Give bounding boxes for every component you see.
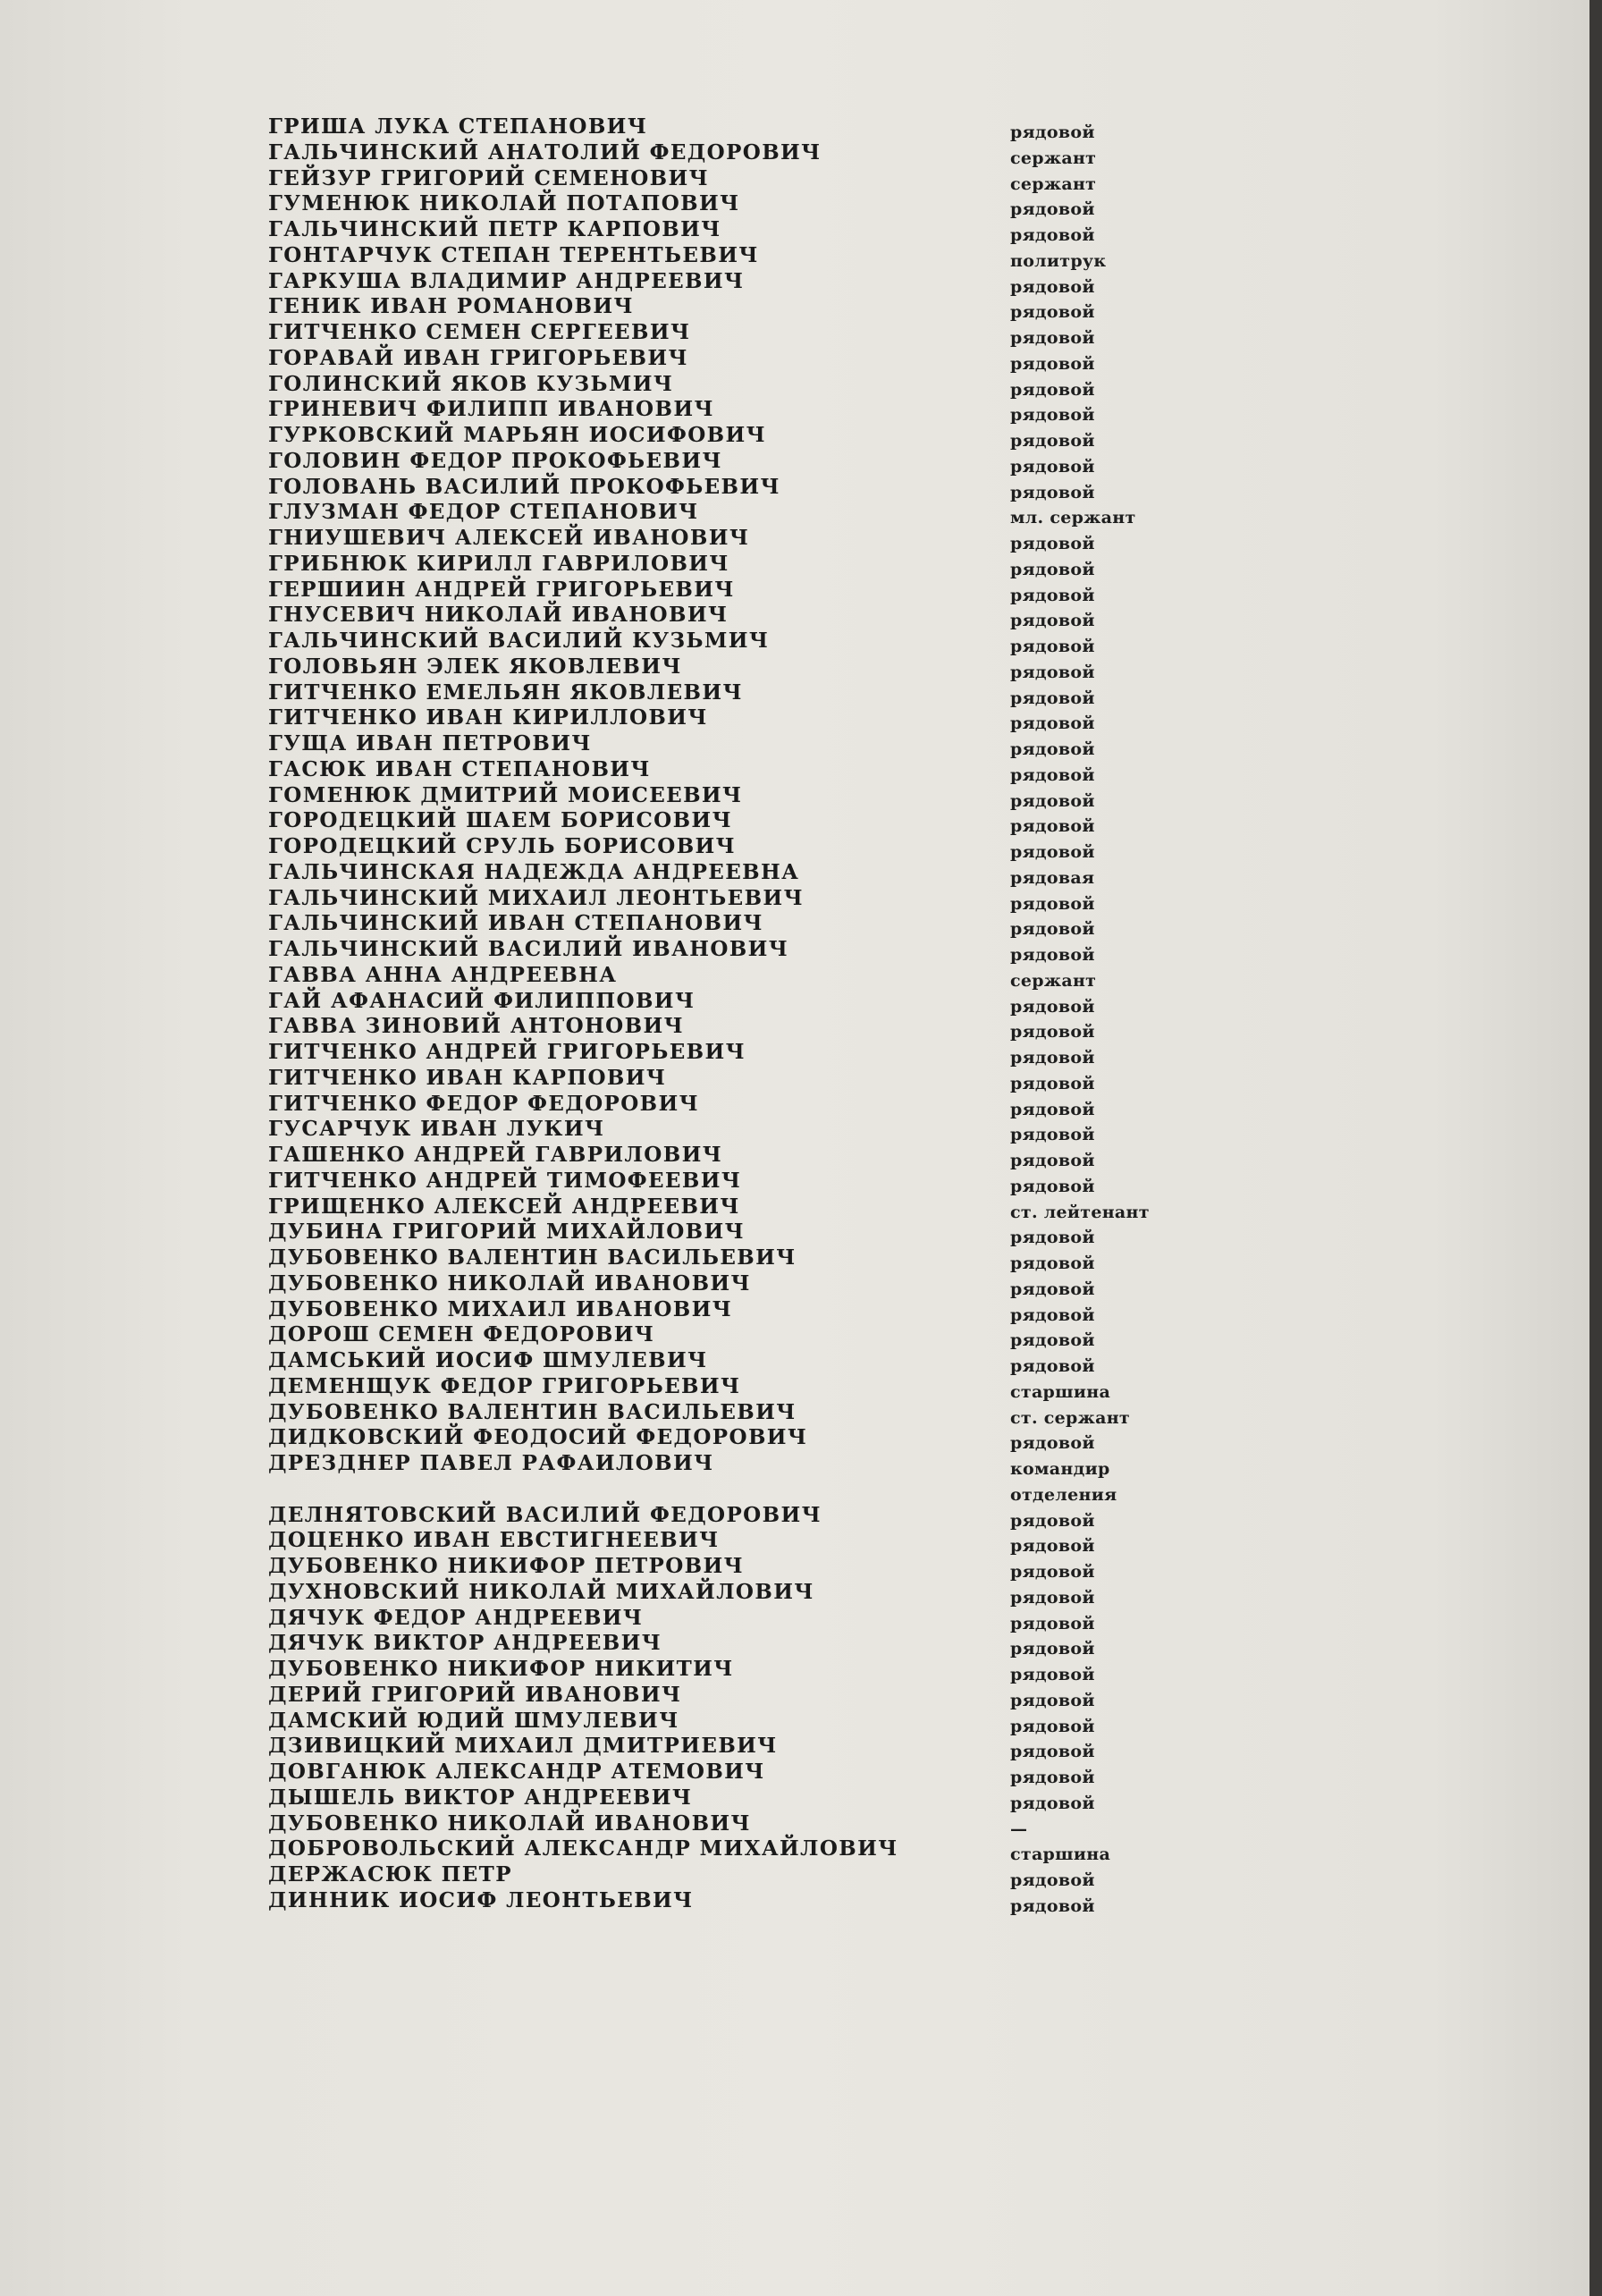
roster-row — [268, 1194, 1207, 1220]
soldier-rank: рядовой — [1010, 688, 1095, 708]
soldier-rank: рядовой — [1010, 996, 1095, 1017]
soldier-name: ГАШЕНКО АНДРЕЙ ГАВРИЛОВИЧ — [268, 1143, 723, 1167]
roster-row — [268, 1143, 1207, 1169]
soldier-rank: рядовой — [1010, 842, 1095, 862]
soldier-rank: рядовой — [1010, 585, 1095, 605]
roster-row — [268, 834, 1207, 860]
soldier-name: ГНИУШЕВИЧ АЛЕКСЕЙ ИВАНОВИЧ — [268, 526, 750, 550]
soldier-name: ГОЛОВИН ФЕДОР ПРОКОФЬЕВИЧ — [268, 448, 722, 473]
roster-row — [268, 140, 1207, 166]
roster-row — [268, 578, 1207, 604]
soldier-rank: рядовой — [1010, 1151, 1095, 1170]
soldier-rank: рядовой — [1010, 199, 1095, 220]
roster-row — [268, 680, 1207, 706]
roster-row — [268, 783, 1207, 809]
roster-row — [268, 1477, 1207, 1503]
roster-row — [268, 1785, 1207, 1811]
roster-row — [268, 1374, 1207, 1400]
soldier-name: ДУБОВЕНКО НИКОЛАЙ ИВАНОВИЧ — [268, 1270, 751, 1296]
roster-row — [268, 372, 1207, 398]
roster-row — [268, 1040, 1207, 1066]
roster-row — [268, 705, 1207, 734]
roster-row — [268, 114, 1207, 140]
soldier-name: ДАМСЬКИЙ ИОСИФ ШМУЛЕВИЧ — [268, 1348, 708, 1372]
soldier-rank: рядовой — [1010, 276, 1095, 297]
soldier-rank: рядовой — [1010, 431, 1095, 451]
roster-row — [268, 1657, 1207, 1683]
soldier-name: ГУРКОВСКИЙ МАРЬЯН ИОСИФОВИЧ — [268, 423, 767, 447]
soldier-rank: рядовой — [1010, 482, 1095, 502]
soldier-name: ДОВГАНЮК АЛЕКСАНДР АТЕМОВИЧ — [268, 1760, 765, 1784]
soldier-rank: рядовой — [1010, 1330, 1095, 1351]
soldier-name: ГЕНИК ИВАН РОМАНОВИЧ — [268, 294, 634, 319]
soldier-name: ДЫШЕЛЬ ВИКТОР АНДРЕЕВИЧ — [268, 1785, 693, 1810]
soldier-name: ГАЛЬЧИНСКИЙ МИХАИЛ ЛЕОНТЬЕВИЧ — [268, 885, 804, 910]
soldier-roster — [268, 114, 1207, 1914]
soldier-rank: мл. сержант — [1010, 508, 1136, 528]
soldier-name: ДЯЧУК ФЕДОР АНДРЕЕВИЧ — [268, 1605, 644, 1630]
soldier-name: ГУЩА ИВАН ПЕТРОВИЧ — [268, 731, 592, 755]
soldier-name: ДОБРОВОЛЬСКИЙ АЛЕКСАНДР МИХАЙЛОВИЧ — [268, 1836, 898, 1861]
soldier-rank: рядовой — [1010, 1870, 1095, 1890]
soldier-name: ГРИБНЮК КИРИЛЛ ГАВРИЛОВИЧ — [268, 551, 729, 576]
soldier-rank: ст. сержант — [1010, 1407, 1130, 1428]
soldier-name: ГИТЧЕНКО ФЕДОР ФЕДОРОВИЧ — [268, 1091, 700, 1116]
soldier-name: ДРЕЗДНЕР ПАВЕЛ РАФАИЛОВИЧ — [268, 1451, 714, 1475]
soldier-rank: рядовой — [1010, 1613, 1095, 1633]
soldier-rank: рядовой — [1010, 353, 1095, 374]
soldier-name: ГАЛЬЧИНСКИЙ ВАСИЛИЙ КУЗЬМИЧ — [268, 629, 770, 653]
roster-row — [268, 1580, 1207, 1606]
roster-row — [268, 1554, 1207, 1580]
soldier-rank: рядовой — [1010, 1356, 1095, 1376]
soldier-rank: рядовой — [1010, 456, 1095, 477]
soldier-rank: старшина — [1010, 1844, 1111, 1865]
soldier-name: ГОЛОВЬЯН ЭЛЕК ЯКОВЛЕВИЧ — [268, 654, 682, 679]
soldier-name: ГАВВА АННА АНДРЕЕВНА — [268, 962, 618, 987]
soldier-name: ГАЛЬЧИНСКАЯ НАДЕЖДА АНДРЕЕВНА — [268, 859, 800, 884]
soldier-name: ГОЛИНСКИЙ ЯКОВ КУЗЬМИЧ — [268, 371, 674, 396]
roster-row — [268, 731, 1207, 757]
roster-row — [268, 1322, 1207, 1351]
soldier-name: ДОЦЕНКО ИВАН ЕВСТИГНЕЕВИЧ — [268, 1528, 720, 1553]
roster-row — [268, 449, 1207, 475]
roster-row — [268, 500, 1207, 526]
roster-row — [268, 1014, 1207, 1040]
soldier-rank: рядовой — [1010, 328, 1095, 348]
soldier-name: ДЕРИЙ ГРИГОРИЙ ИВАНОВИЧ — [268, 1682, 682, 1707]
soldier-name: ГАЛЬЧИНСКИЙ ВАСИЛИЙ ИВАНОВИЧ — [268, 937, 789, 961]
soldier-name: ДЕРЖАСЮК ПЕТР — [268, 1862, 512, 1887]
soldier-name: ГОНТАРЧУК СТЕПАН ТЕРЕНТЬЕВИЧ — [268, 242, 759, 267]
roster-row — [268, 320, 1207, 346]
soldier-rank: рядовой — [1010, 713, 1095, 734]
soldier-name: ГОРОДЕЦКИЙ ШАЕМ БОРИСОВИЧ — [268, 808, 732, 833]
roster-row — [268, 294, 1207, 323]
soldier-rank: рядовой — [1010, 1279, 1095, 1299]
roster-row — [268, 963, 1207, 989]
soldier-name: ГАРКУША ВЛАДИМИР АНДРЕЕВИЧ — [268, 268, 745, 293]
soldier-name: ДИННИК ИОСИФ ЛЕОНТЬЕВИЧ — [268, 1887, 694, 1912]
soldier-rank: рядовой — [1010, 816, 1095, 837]
soldier-rank: рядовой — [1010, 1228, 1095, 1248]
soldier-rank: рядовая — [1010, 867, 1095, 888]
soldier-name: ДУБИНА ГРИГОРИЙ МИХАЙЛОВИЧ — [268, 1220, 745, 1245]
soldier-rank: рядовой — [1010, 1587, 1095, 1608]
soldier-name: ГУМЕНЮК НИКОЛАЙ ПОТАПОВИЧ — [268, 191, 740, 216]
soldier-rank: рядовой — [1010, 405, 1095, 426]
soldier-name: ГИТЧЕНКО СЕМЕН СЕРГЕЕВИЧ — [268, 320, 691, 344]
roster-row — [268, 1862, 1207, 1888]
soldier-name: ГЕРШИИН АНДРЕЙ ГРИГОРЬЕВИЧ — [268, 577, 735, 602]
soldier-name: ГИТЧЕНКО АНДРЕЙ ГРИГОРЬЕВИЧ — [268, 1040, 746, 1064]
roster-row — [268, 1811, 1207, 1837]
soldier-rank: рядовой — [1010, 1895, 1095, 1916]
soldier-name: ГАЛЬЧИНСКИЙ АНАТОЛИЙ ФЕДОРОВИЧ — [268, 139, 822, 165]
soldier-name: ГОРОДЕЦКИЙ СРУЛЬ БОРИСОВИЧ — [268, 834, 737, 858]
soldier-rank: рядовой — [1010, 1665, 1095, 1684]
soldier-name: ГИТЧЕНКО ИВАН КАРПОВИЧ — [268, 1065, 667, 1090]
roster-row — [268, 1683, 1207, 1709]
roster-row — [268, 1092, 1207, 1118]
soldier-rank: рядовой — [1010, 1433, 1095, 1454]
soldier-name: ГЛУЗМАН ФЕДОР СТЕПАНОВИЧ — [268, 500, 699, 525]
soldier-rank: рядовой — [1010, 1639, 1095, 1659]
soldier-name: ДОРОШ СЕМЕН ФЕДОРОВИЧ — [268, 1322, 655, 1347]
soldier-rank: рядовой — [1010, 945, 1095, 965]
soldier-rank: ст. лейтенант — [1010, 1202, 1150, 1222]
soldier-rank: рядовой — [1010, 534, 1095, 553]
roster-row — [268, 1503, 1207, 1529]
soldier-rank: сержант — [1010, 173, 1097, 194]
roster-row — [268, 1271, 1207, 1297]
soldier-rank: рядовой — [1010, 662, 1095, 682]
roster-row — [268, 1348, 1207, 1374]
soldier-name: ГАЛЬЧИНСКИЙ ИВАН СТЕПАНОВИЧ — [268, 911, 763, 936]
roster-row — [268, 989, 1207, 1015]
soldier-name: ГРИНЕВИЧ ФИЛИПП ИВАНОВИЧ — [268, 397, 714, 422]
roster-row — [268, 346, 1207, 372]
roster-row — [268, 808, 1207, 837]
soldier-name: ДУБОВЕНКО ВАЛЕНТИН ВАСИЛЬЕВИЧ — [268, 1399, 797, 1424]
soldier-name: ДУБОВЕНКО НИКОЛАЙ ИВАНОВИЧ — [268, 1811, 751, 1836]
roster-row — [268, 552, 1207, 578]
soldier-rank: рядовой — [1010, 739, 1095, 759]
soldier-name: ГУСАРЧУК ИВАН ЛУКИЧ — [268, 1117, 605, 1142]
roster-row — [268, 629, 1207, 654]
soldier-name: ГРИЩЕНКО АЛЕКСЕЙ АНДРЕЕВИЧ — [268, 1194, 740, 1219]
soldier-rank: рядовой — [1010, 893, 1095, 914]
soldier-name: ДУБОВЕНКО ВАЛЕНТИН ВАСИЛЬЕВИЧ — [268, 1245, 797, 1270]
roster-row — [268, 1451, 1207, 1477]
soldier-rank: рядовой — [1010, 302, 1095, 323]
soldier-rank: рядовой — [1010, 1562, 1095, 1582]
soldier-name: ДЗИВИЦКИЙ МИХАИЛ ДМИТРИЕВИЧ — [268, 1734, 778, 1759]
soldier-rank: рядовой — [1010, 611, 1095, 631]
roster-row — [268, 1245, 1207, 1271]
soldier-rank: командир — [1010, 1459, 1110, 1479]
soldier-rank: рядовой — [1010, 1176, 1095, 1196]
roster-row — [268, 217, 1207, 243]
soldier-rank: рядовой — [1010, 1742, 1095, 1762]
soldier-rank: отделения — [1010, 1484, 1117, 1505]
roster-row — [268, 269, 1207, 295]
soldier-rank: рядовой — [1010, 1768, 1095, 1787]
roster-row — [268, 1400, 1207, 1426]
roster-row — [268, 1066, 1207, 1092]
soldier-rank: — — [1010, 1819, 1028, 1839]
roster-row — [268, 911, 1207, 940]
soldier-rank: старшина — [1010, 1381, 1111, 1402]
soldier-name: ДАМСКИЙ ЮДИЙ ШМУЛЕВИЧ — [268, 1708, 679, 1733]
roster-row — [268, 423, 1207, 449]
soldier-name: ДЯЧУК ВИКТОР АНДРЕЕВИЧ — [268, 1631, 662, 1656]
roster-row — [268, 1888, 1207, 1914]
soldier-rank: рядовой — [1010, 1254, 1095, 1273]
soldier-rank: рядовой — [1010, 1793, 1095, 1813]
soldier-name: ДУБОВЕНКО МИХАИЛ ИВАНОВИЧ — [268, 1296, 733, 1321]
roster-row — [268, 937, 1207, 963]
soldier-rank: рядовой — [1010, 1048, 1095, 1068]
roster-row — [268, 603, 1207, 629]
roster-row — [268, 886, 1207, 912]
soldier-name: ГАЙ АФАНАСИЙ ФИЛИППОВИЧ — [268, 988, 696, 1013]
soldier-rank: рядовой — [1010, 637, 1095, 656]
soldier-name: ДИДКОВСКИЙ ФЕОДОСИЙ ФЕДОРОВИЧ — [268, 1425, 808, 1450]
soldier-name: ДЕМЕНЩУК ФЕДОР ГРИГОРЬЕВИЧ — [268, 1373, 741, 1398]
soldier-name: ГОМЕНЮК ДМИТРИЙ МОИСЕЕВИЧ — [268, 782, 743, 807]
roster-row — [268, 1297, 1207, 1323]
soldier-name: ГАСЮК ИВАН СТЕПАНОВИЧ — [268, 756, 651, 781]
page-edge — [1589, 0, 1602, 2296]
roster-row — [268, 397, 1207, 426]
soldier-rank: рядовой — [1010, 1716, 1095, 1736]
soldier-name: ДУБОВЕНКО НИКИФОР НИКИТИЧ — [268, 1657, 734, 1681]
roster-row — [268, 1836, 1207, 1865]
roster-row — [268, 1220, 1207, 1248]
soldier-name: ГЕЙЗУР ГРИГОРИЙ СЕМЕНОВИЧ — [268, 165, 710, 190]
soldier-rank: рядовой — [1010, 1510, 1095, 1531]
soldier-rank: рядовой — [1010, 1536, 1095, 1557]
roster-row — [268, 475, 1207, 501]
roster-row — [268, 191, 1207, 220]
roster-row — [268, 526, 1207, 552]
soldier-name: ДУХНОВСКИЙ НИКОЛАЙ МИХАЙЛОВИЧ — [268, 1579, 814, 1604]
soldier-name: ГОЛОВАНЬ ВАСИЛИЙ ПРОКОФЬЕВИЧ — [268, 474, 780, 499]
roster-row — [268, 1169, 1207, 1194]
soldier-name: ГИТЧЕНКО АНДРЕЙ ТИМОФЕЕВИЧ — [268, 1168, 742, 1193]
roster-row — [268, 243, 1207, 269]
roster-row — [268, 1606, 1207, 1632]
soldier-rank: сержант — [1010, 970, 1097, 991]
roster-row — [268, 1760, 1207, 1785]
soldier-rank: рядовой — [1010, 1022, 1095, 1042]
roster-row — [268, 1117, 1207, 1143]
soldier-name: ГОРАВАЙ ИВАН ГРИГОРЬЕВИЧ — [268, 345, 688, 370]
soldier-rank: рядовой — [1010, 559, 1095, 579]
soldier-name: ГИТЧЕНКО ЕМЕЛЬЯН ЯКОВЛЕВИЧ — [268, 680, 743, 705]
roster-row — [268, 860, 1207, 886]
soldier-rank: рядовой — [1010, 225, 1095, 245]
roster-row — [268, 1709, 1207, 1735]
soldier-rank: рядовой — [1010, 1125, 1095, 1145]
roster-row — [268, 1528, 1207, 1557]
soldier-rank: политрук — [1010, 250, 1107, 271]
soldier-name: ГАЛЬЧИНСКИЙ ПЕТР КАРПОВИЧ — [268, 217, 721, 241]
roster-row — [268, 654, 1207, 680]
soldier-rank: рядовой — [1010, 122, 1095, 142]
soldier-name: ГАВВА ЗИНОВИЙ АНТОНОВИЧ — [268, 1014, 684, 1039]
soldier-name: ДУБОВЕНКО НИКИФОР ПЕТРОВИЧ — [268, 1554, 745, 1578]
soldier-name: ГРИША ЛУКА СТЕПАНОВИЧ — [268, 114, 648, 139]
roster-row — [268, 1631, 1207, 1657]
soldier-name: ГНУСЕВИЧ НИКОЛАЙ ИВАНОВИЧ — [268, 603, 729, 628]
roster-row — [268, 757, 1207, 783]
roster-row — [268, 1425, 1207, 1454]
soldier-rank: сержант — [1010, 148, 1097, 168]
soldier-rank: рядовой — [1010, 379, 1095, 400]
soldier-rank: рядовой — [1010, 919, 1095, 940]
soldier-rank: рядовой — [1010, 764, 1095, 785]
roster-row — [268, 166, 1207, 192]
soldier-rank: рядовой — [1010, 1690, 1095, 1710]
soldier-rank: рядовой — [1010, 1073, 1095, 1093]
soldier-rank: рядовой — [1010, 790, 1095, 811]
soldier-name: ГИТЧЕНКО ИВАН КИРИЛЛОВИЧ — [268, 705, 708, 730]
roster-row — [268, 1734, 1207, 1760]
soldier-name: ДЕЛНЯТОВСКИЙ ВАСИЛИЙ ФЕДОРОВИЧ — [268, 1502, 822, 1527]
soldier-rank: рядовой — [1010, 1304, 1095, 1325]
soldier-rank: рядовой — [1010, 1099, 1095, 1119]
